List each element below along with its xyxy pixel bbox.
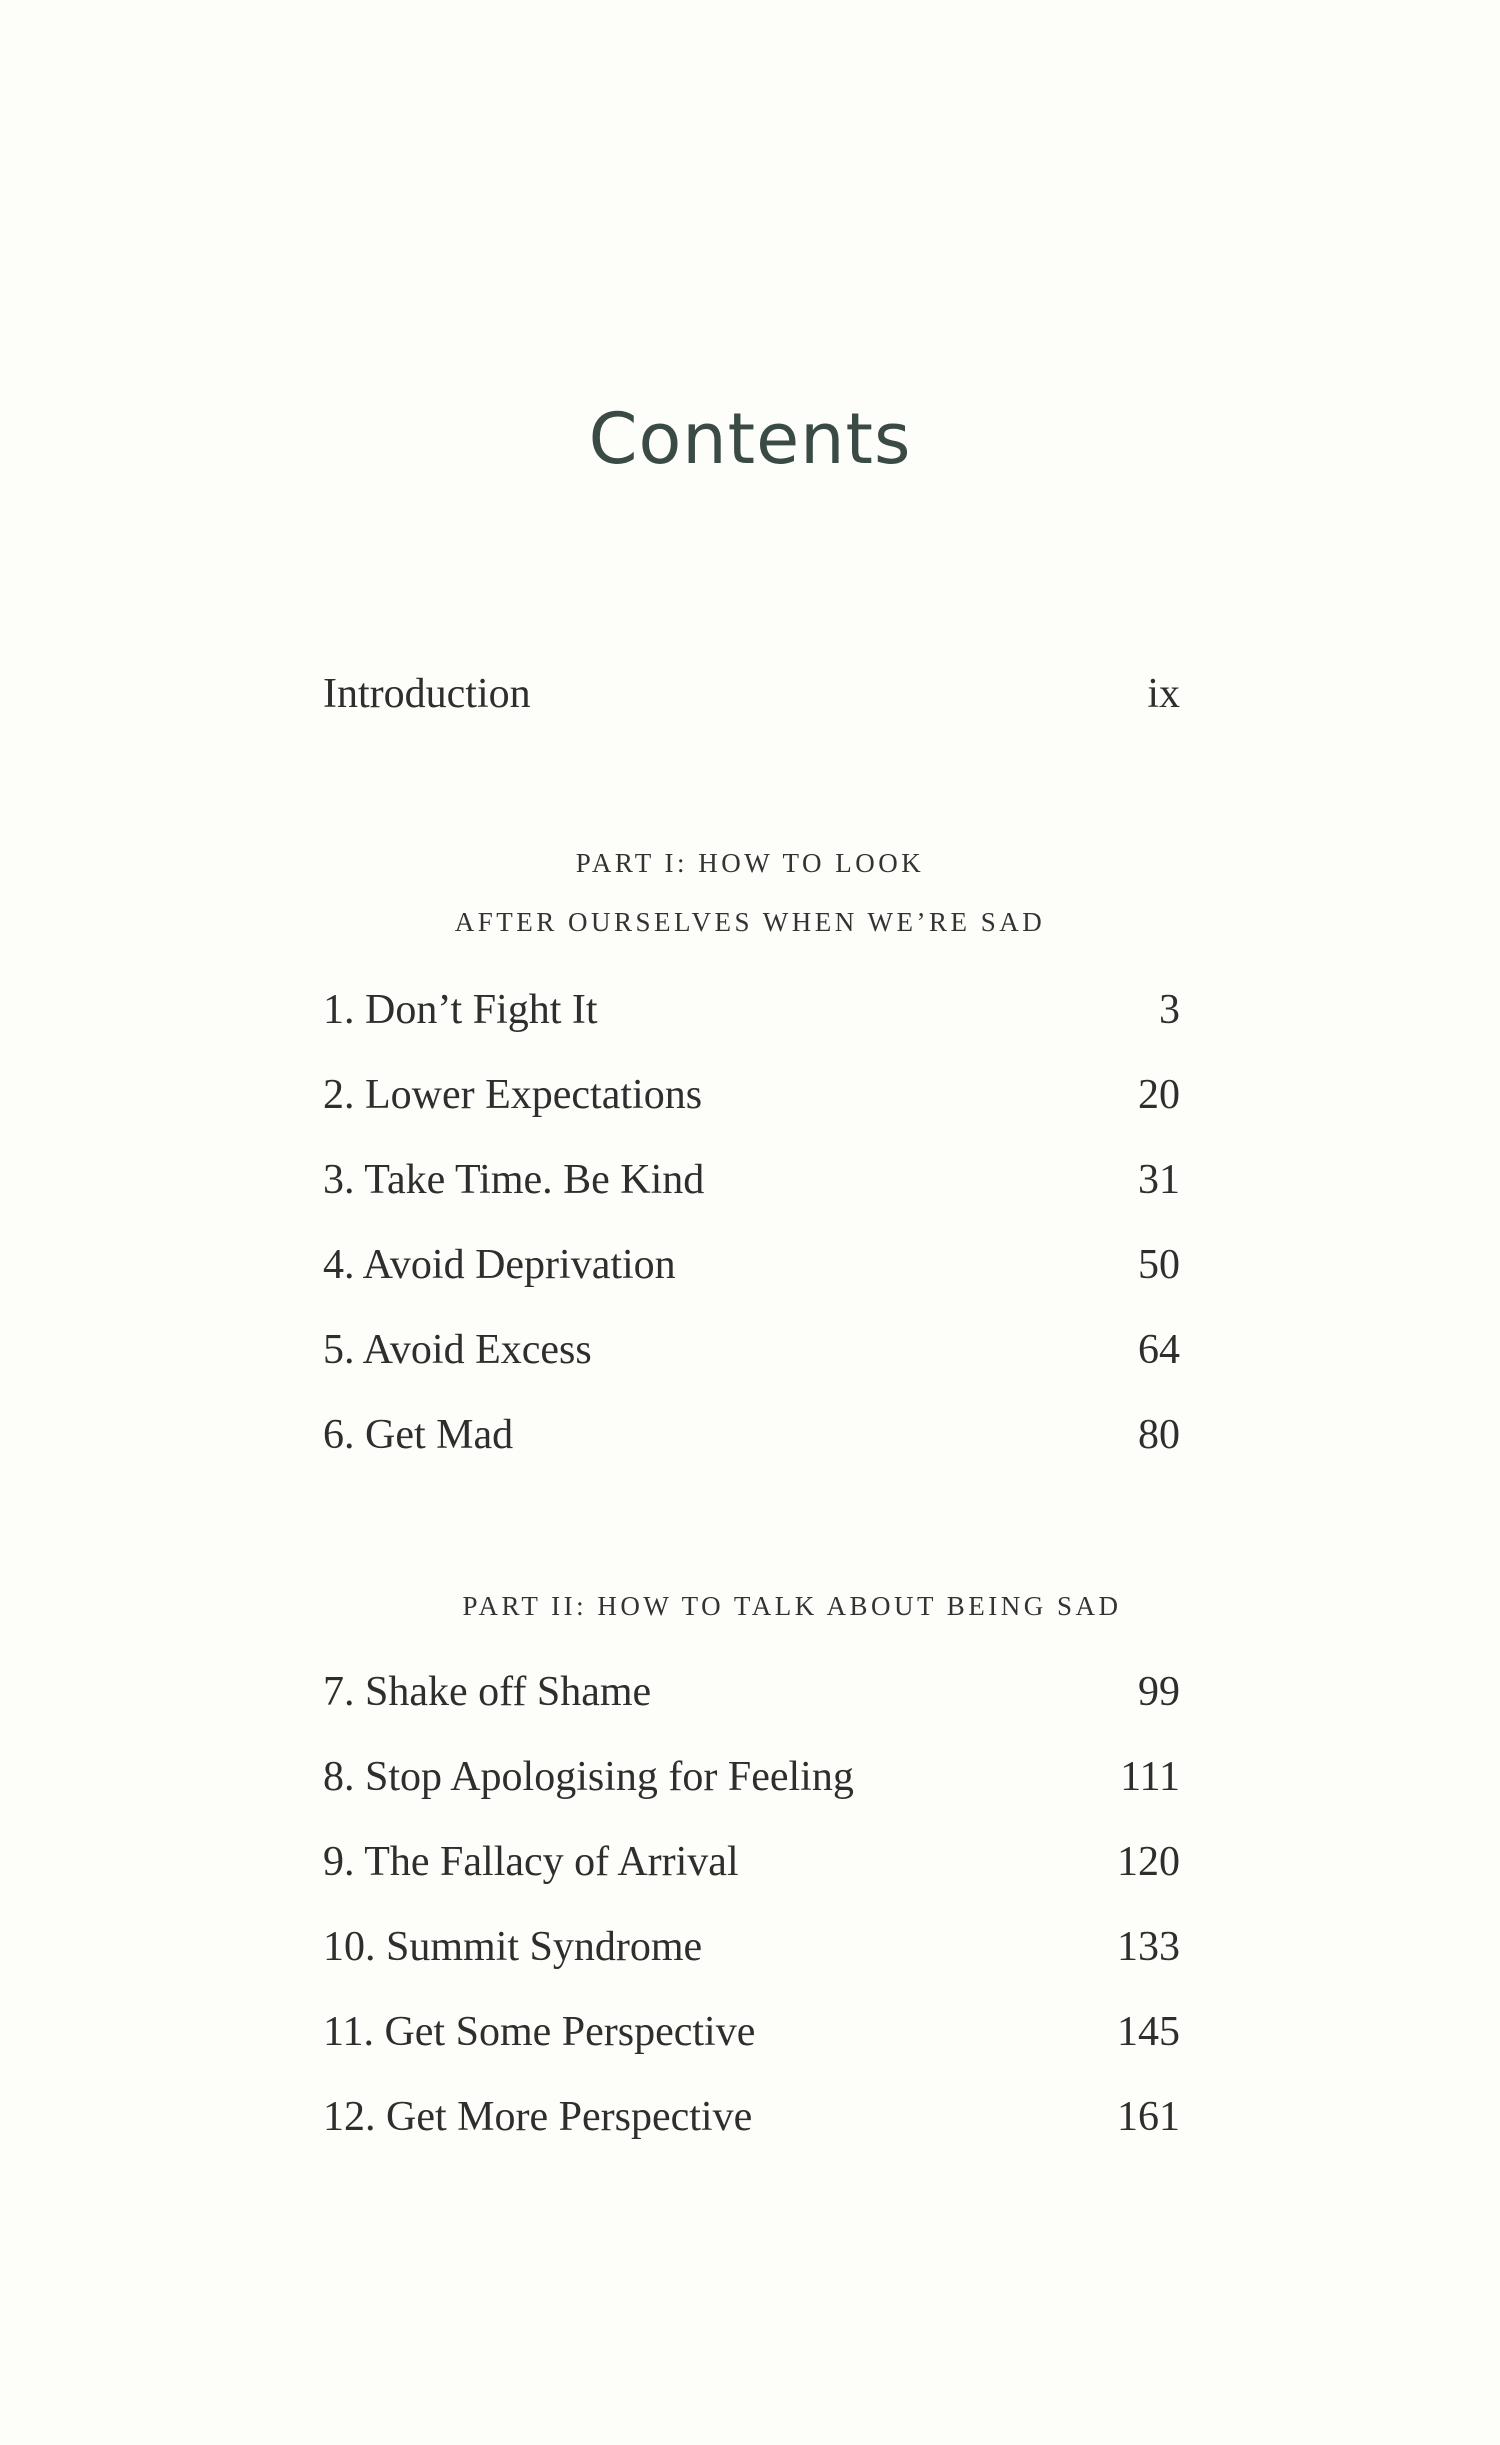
toc-entry [323, 2002, 1180, 2062]
toc-entry-page: 111 [1120, 1754, 1180, 1800]
toc-entry-page: 20 [1138, 1072, 1180, 1118]
toc-entry [323, 1917, 1180, 1977]
part-1-heading-line-1: PART I: HOW TO LOOK [575, 848, 925, 878]
toc-entry-label: 11. Get Some Perspective [323, 2009, 756, 2055]
toc-entry-introduction [323, 664, 1180, 724]
toc-entry-label: 10. Summit Syndrome [323, 1924, 703, 1970]
toc-entry-label: 1. Don’t Fight It [323, 987, 598, 1033]
toc-entry [323, 1150, 1180, 1210]
toc-entry-label: 9. The Fallacy of Arrival [323, 1839, 739, 1885]
toc-entry-page: ix [1147, 671, 1180, 717]
toc-entry [323, 1747, 1180, 1807]
toc-entry-page: 3 [1159, 987, 1180, 1033]
toc-entry-page: 120 [1117, 1839, 1180, 1885]
toc-entry [323, 1065, 1180, 1125]
toc-entry-page: 31 [1138, 1157, 1180, 1203]
toc-entry [323, 1235, 1180, 1295]
toc-entry-page: 145 [1117, 2009, 1180, 2055]
toc-entry-label: 6. Get Mad [323, 1412, 514, 1458]
part-2-heading: PART II: HOW TO TALK ABOUT BEING SAD [462, 1591, 1122, 1621]
page-title: Contents [588, 398, 912, 480]
toc-entry [323, 1662, 1180, 1722]
toc-entry-page: 133 [1117, 1924, 1180, 1970]
toc-entry-page: 99 [1138, 1669, 1180, 1715]
toc-entry-page: 80 [1138, 1412, 1180, 1458]
toc-entry [323, 2087, 1180, 2147]
toc-entry-page: 161 [1117, 2094, 1180, 2140]
toc-entry-label: 12. Get More Perspective [323, 2094, 753, 2140]
toc-entry-label: 5. Avoid Excess [323, 1327, 592, 1373]
toc-entry [323, 1832, 1180, 1892]
toc-entry [323, 1405, 1180, 1465]
toc-entry-label: 2. Lower Expectations [323, 1072, 703, 1118]
toc-entry-label: 7. Shake off Shame [323, 1669, 652, 1715]
part-1-heading-line-2: AFTER OURSELVES WHEN WE’RE SAD [454, 907, 1046, 937]
toc-entry-label: 8. Stop Apologising for Feeling [323, 1754, 854, 1800]
toc-entry [323, 980, 1180, 1040]
toc-entry-page: 64 [1138, 1327, 1180, 1373]
toc-entry-label: 3. Take Time. Be Kind [323, 1157, 705, 1203]
toc-entry [323, 1320, 1180, 1380]
toc-entry-label: Introduction [323, 671, 531, 717]
toc-entry-page: 50 [1138, 1242, 1180, 1288]
toc-entry-label: 4. Avoid Deprivation [323, 1242, 676, 1288]
